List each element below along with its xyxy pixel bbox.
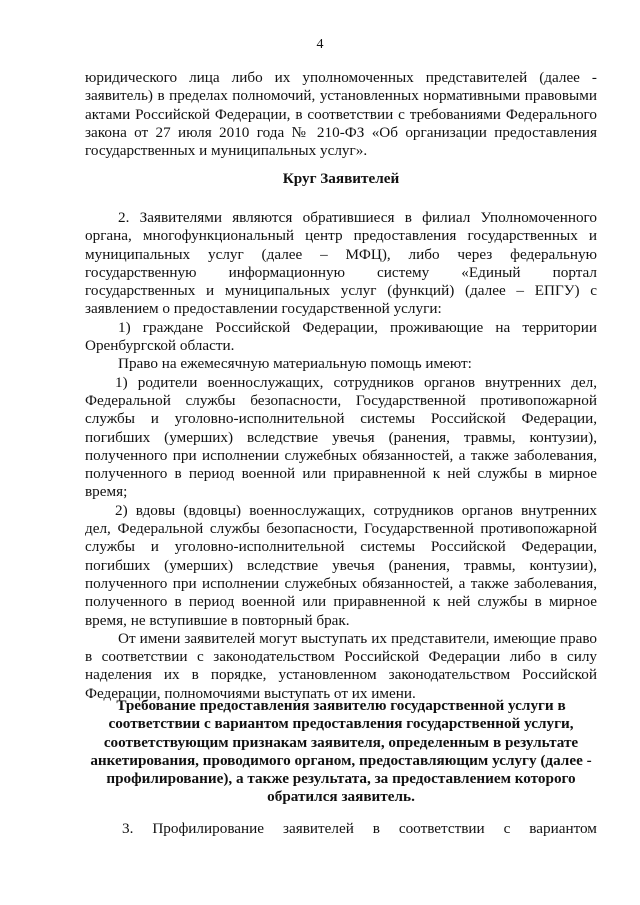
representatives-paragraph: От имени заявителей могут выступать их представители, имеющие право в соответствии с законодательством Российской Федерации либо в силу наделения их в порядке, установленном законодательством Российской Федерации, полномочиями выступать от их имени.: [85, 629, 597, 702]
requirement-heading: Требование предоставления заявителю государственной услуги в соответствии с вариантом предоставления государственной услуги, соответствующим признакам заявителя, определенным в результате анкетирования, проводимого органом, предоставляющим услугу (далее - профилирование), а также результата, за предоставлением которого обратился заявитель.: [90, 697, 592, 806]
paragraph-3-start: [85, 820, 597, 838]
requirement-heading-block: [85, 697, 597, 807]
p3-word: 3.: [122, 820, 134, 837]
list-item-citizens: 1) граждане Российской Федерации, проживающие на территории Оренбургской области.: [85, 318, 597, 355]
p3-word: соответствии: [398, 820, 485, 837]
p3-word: Профилирование: [152, 820, 265, 837]
intro-paragraph: юридического лица либо их уполномоченных представителей (далее - заявитель) в пределах полномочий, установленных нормативными правовыми актами Российской Федерации, в соответствии с требованиями Федерального закона от 27 июля 2010 года № 210-ФЗ «Об организации предоставления государственных и муниципальных услуг».: [85, 69, 597, 160]
list-item-widows: 2) вдовы (вдовцы) военнослужащих, сотрудников органов внутренних дел, Федеральной службы безопасности, Государственной противопожарной службы и уголовно-исполнительной системы Российской Федерации, погибших (умерших) вследствие увечья (ранения, травмы, контузии), полученного при исполнении служебных обязанностей, а также заболевания, полученного в период военной или приравненной к ней службы в мирное время, не вступившие в повторный брак.: [85, 501, 597, 629]
intro-block: [85, 69, 597, 160]
page-number: 4: [316, 37, 324, 52]
p3-word: с: [503, 820, 511, 837]
applicants-heading-block: [85, 170, 597, 188]
p3-word: вариантом: [529, 820, 597, 837]
paragraph-2: 2. Заявителями являются обратившиеся в филиал Уполномоченного органа, многофункциональный центр предоставления государственных и муниципальных услуг (далее – МФЦ), либо через федеральную государственную информационную систему «Единый портал государственных и муниципальных услуг (функций) (далее – ЕПГУ) с заявлением о предоставлении государственной услуги:: [85, 209, 597, 318]
rights-intro: Право на ежемесячную материальную помощь имеют:: [118, 355, 472, 373]
list-item-parents: 1) родители военнослужащих, сотрудников органов внутренних дел, Федеральной службы безопасности, Государственной противопожарной службы и уголовно-исполнительной системы Российской Федерации, погибших (умерших) вследствие увечья (ранения, травмы, контузии), полученного при исполнении служебных обязанностей, а также заболевания, полученного в период военной или приравненной к ней службы в мирное время;: [85, 373, 597, 501]
applicants-section: [85, 209, 597, 703]
applicants-heading: Круг Заявителей: [282, 170, 400, 187]
p3-word: в: [372, 820, 380, 837]
p3-word: заявителей: [282, 820, 354, 837]
